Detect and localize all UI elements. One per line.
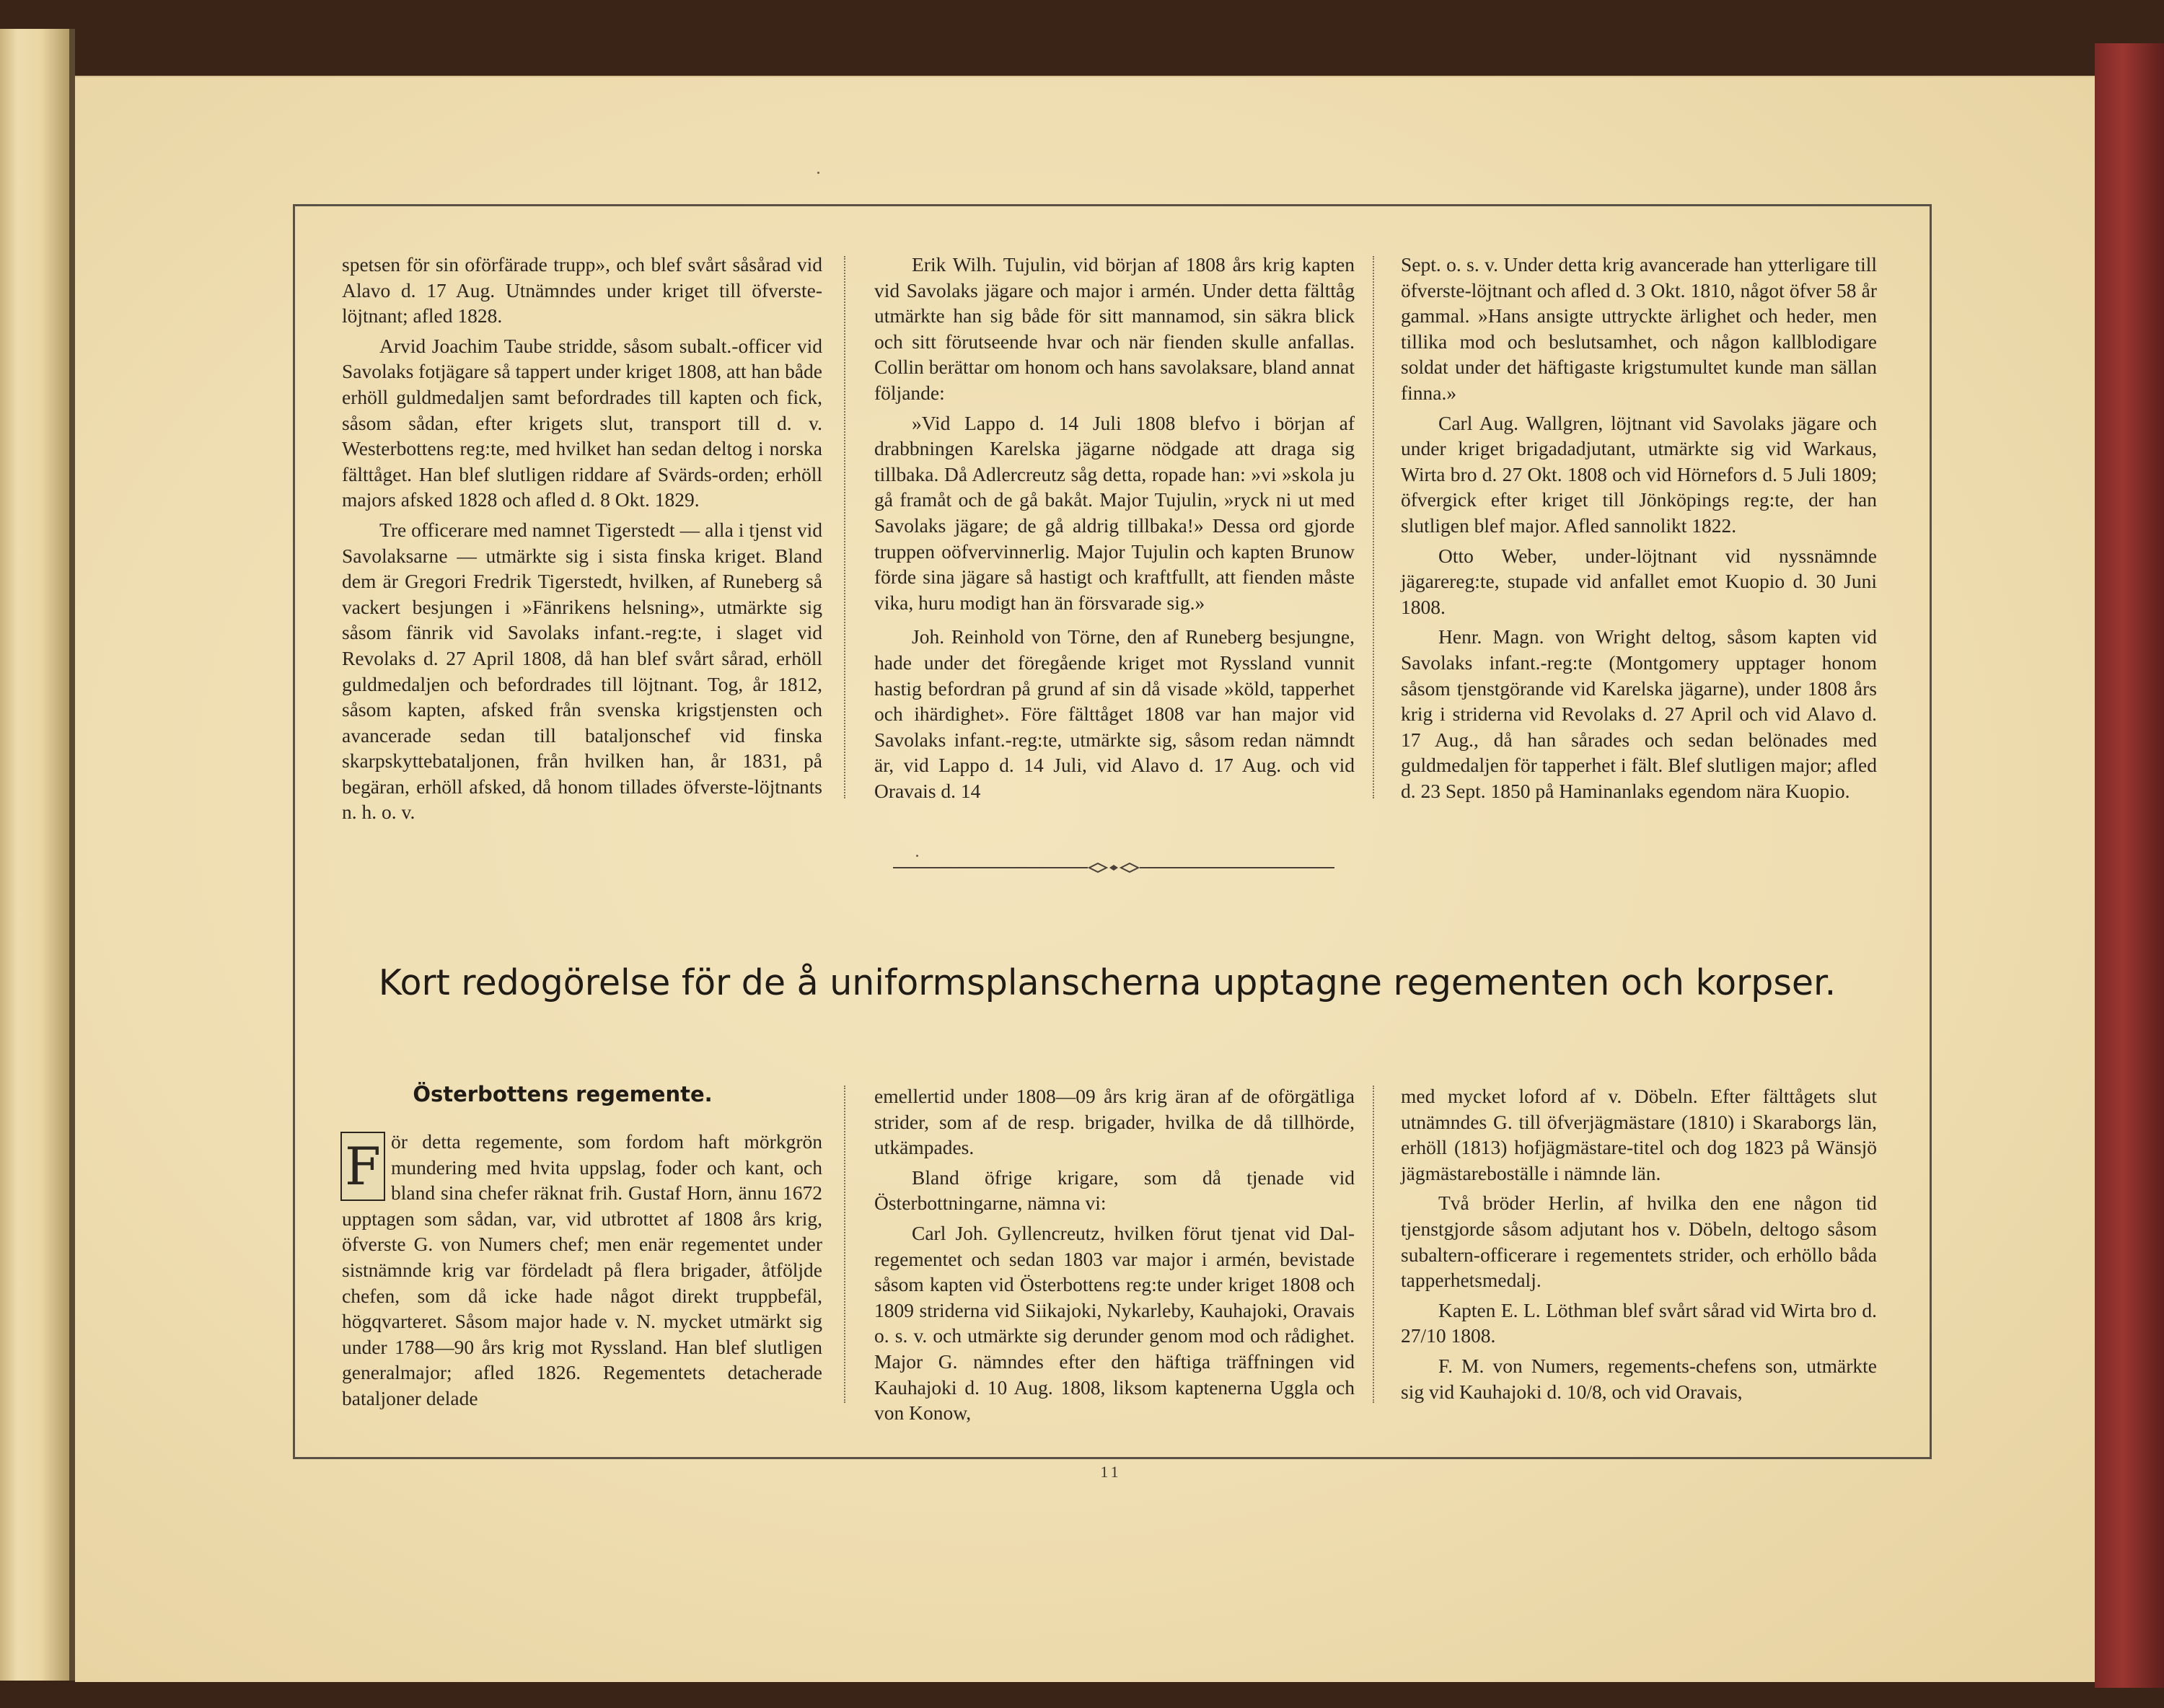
paragraph xyxy=(342,1129,822,1412)
section-title: Kort redogörelse för de å uniformsplanscherna upptagne regementen och korpser. xyxy=(378,962,1837,1003)
paragraph: Carl Joh. Gyllencreutz, hvilken förut tjenat vid Dal-regementet och sedan 1803 var major i armén, bevistade såsom kapten vid Österbottens reg:te under kriget 1808 och 1809 striderna vid Siikajoki, Nykarleby, Kauhajoki, Oravais o. s. v. och utmärkte sig derunder genom mod och rådighet. Major G. nämndes efter den häftiga träffningen vid Kauhajoki d. 10 Aug. 1808, liksom kaptenerna Uggla och von Konow, xyxy=(874,1221,1355,1425)
paragraph: Bland öfrige krigare, som då tjenade vid Österbottningarne, nämna vi: xyxy=(874,1166,1355,1215)
paper-speck xyxy=(916,855,918,857)
quote-paragraph: »Vid Lappo d. 14 Juli 1808 blefvo i början af drabbningen Karelska jägarne nödgade att draga sig tillbaka. Då Adlercreutz såg detta, ropade han: »vi »skola ju gå framåt och de gå bakåt. Major Tujulin, »ryck ni ut med Savolaks jägare; de gå aldrig tillbaka!» Dessa ord gjorde truppen oöfvervinnerlig. Major Tujulin och kapten Brunow förde sina jägare så hastigt och kraftfullt, att fienden måste vika, huru modigt han än försvarade sig.» xyxy=(874,411,1355,614)
paragraph: Sept. o. s. v. Under detta krig avancerade han ytterligare till öfverste-löjtnant och afled d. 3 Okt. 1810, något öfver 58 år gammal. »Hans ansigte uttryckte ärlighet och heder, men tillika mod och beslutsamhet, och någon kallblodigare soldat under det häftigaste krigstumultet kunde man sällan finna.» xyxy=(1401,253,1877,404)
top-column-3 xyxy=(1401,252,1877,808)
paper-speck xyxy=(817,172,819,174)
dropcap-letter: F xyxy=(340,1132,385,1201)
paragraph: Henr. Magn. von Wright deltog, såsom kapten vid Savolaks infant.-reg:te (Montgomery upptager honom såsom tjenstgörande vid Karelska jägarne), under 1808 års krig i striderna vid Revolaks d. 27 April och vid Alavo d. 17 Aug., då han sårades och sedan belönades med guldmedaljen för tapperhet i fält. Blef slutligen major; afled d. 23 Sept. 1850 på Haminanlaks egendom nära Kuopio. xyxy=(1401,625,1877,802)
book-gutter xyxy=(69,29,75,1681)
top-column-2 xyxy=(874,252,1355,808)
bottom-column-2 xyxy=(874,1083,1355,1430)
paragraph: Två bröder Herlin, af hvilka den ene någon tid tjenstgjorde såsom adjutant hos v. Döbeln, deltogo såsom subaltern-officerare i regementets strider, och erhöllo båda tapperhetsmedalj. xyxy=(1401,1192,1877,1292)
paragraph: Otto Weber, under-löjtnant vid nyssnämnde jägarereg:te, stupade vid anfallet emot Kuopio d. 30 Juni 1808. xyxy=(1401,544,1877,618)
top-column-1 xyxy=(342,252,822,829)
column-rule xyxy=(1373,256,1374,798)
ornamental-divider xyxy=(893,860,1334,875)
paragraph: emellertid under 1808—09 års krig äran af de oförgätliga strider, som af de resp. brigader, hvilka de då tillhörde, utkämpades. xyxy=(874,1085,1355,1159)
paragraph: Carl Aug. Wallgren, löjtnant vid Savolaks jägare och under kriget brigadadjutant, utmärkte sig vid Warkaus, Wirta bro d. 27 Okt. 1808 och vid Hörnefors d. 5 Juli 1809; öfvergick efter kriget till Jönköpings reg:te, der han slutligen blef major. Afled sannolikt 1822. xyxy=(1401,411,1877,537)
column-rule xyxy=(844,256,845,798)
book-cover-edge xyxy=(2095,43,2164,1688)
page-number: 11 xyxy=(1100,1463,1122,1481)
paragraph: med mycket loford af v. Döbeln. Efter fälttågets slut utnämndes G. till öfverjägmästare (1810) i Skaraborgs län, erhöll (1813) hofjägmästare-titel och dog 1823 på Wänsjö jägmästareboställe i nämnde län. xyxy=(1401,1085,1877,1184)
paragraph: Erik Wilh. Tujulin, vid början af 1808 års krig kapten vid Savolaks jägare och major i armén. Under detta fälttåg utmärkte han sig både för sitt mannamod, sin säkra blick och sitt förutseende hvar och när fienden skulle anfallas. Collin berättar om honom och hans savolaksare, bland annat följande: xyxy=(874,253,1355,404)
paragraph: spetsen för sin oförfärade trupp», och blef svårt såsårad vid Alavo d. 17 Aug. Utnämndes under kriget till öfverste-löjtnant; afled 1828. xyxy=(342,253,822,327)
paragraph-text: ör detta regemente, som fordom haft mörkgrön mundering med hvita uppslag, foder och kant, och bland sina chefer räknat frih. Gustaf Horn, ännu 1672 upptagen som sådan, var, vid utbrottet af 1808 års krig, öfverste G. von Numers chef; men enär regementet under sistnämnde krig var fördeladt på flera brigader, åtföljde chefen, som då icke hade något direkt truppbefäl, högqvarteret. Såsom major hade v. N. mycket utmärkt sig under 1788—90 års krig mot Ryssland. Han blef slutligen generalmajor; afled 1826. Regementets detacherade bataljoner delade xyxy=(342,1130,822,1409)
paragraph: Tre officerare med namnet Tigerstedt — alla i tjenst vid Savolaksarne — utmärkte sig i sista finska kriget. Bland dem är Gregori Fredrik Tigerstedt, hvilken, af Runeberg så vackert besjungen i »Fänrikens helsning», utmärkte sig såsom fänrik vid Savolaks infant.-reg:te, i slaget vid Revolaks d. 27 April 1808, då han blef svårt sårad, erhöll guldmedaljen och befordrades till löjtnant. Tog, år 1812, såsom kapten, afsked från svenska krigstjensten och avancerade sedan till bataljonschef vid finska skarpskyttebataljonen, från hvilken han, år 1831, på begäran, erhöll afsked, då honom tillades öfverste-löjtnants n. h. o. v. xyxy=(342,518,822,824)
left-page-edge xyxy=(0,29,71,1681)
paragraph: Joh. Reinhold von Törne, den af Runeberg besjungne, hade under det föregående kriget mot Ryssland vunnit hastig befordran på grund af sin då visade »köld, tapperhet och ihärdighet». Före fälttåget 1808 var han major vid Savolaks infant.-reg:te, utmärkte sig, såsom redan nämndt är, vid Lappo d. 14 Juli, vid Alavo d. 17 Aug. och vid Oravais d. 14 xyxy=(874,625,1355,802)
paragraph: F. M. von Numers, regements-chefens son, utmärkte sig vid Kauhajoki d. 10/8, och vid Oravais, xyxy=(1401,1354,1877,1403)
section-subhead: Österbottens regemente. xyxy=(413,1082,713,1106)
bottom-column-1 xyxy=(342,1129,822,1416)
bottom-column-3 xyxy=(1401,1083,1877,1409)
paragraph: Kapten E. L. Löthman blef svårt sårad vid Wirta bro d. 27/10 1808. xyxy=(1401,1298,1877,1347)
column-rule xyxy=(1373,1086,1374,1403)
paragraph: Arvid Joachim Taube stridde, såsom subalt.-officer vid Savolaks fotjägare så tappert under kriget 1808, att han både erhöll guldmedaljen samt befordrades till kapten och fick, såsom sådan, efter krigets slut, transport till d. v. Westerbottens reg:te, med hvilket han sedan deltog i norska fälttåget. Han blef slutligen riddare af Svärds-orden; erhöll majors afsked 1828 och afled d. 8 Okt. 1829. xyxy=(342,334,822,511)
column-rule xyxy=(844,1086,845,1403)
